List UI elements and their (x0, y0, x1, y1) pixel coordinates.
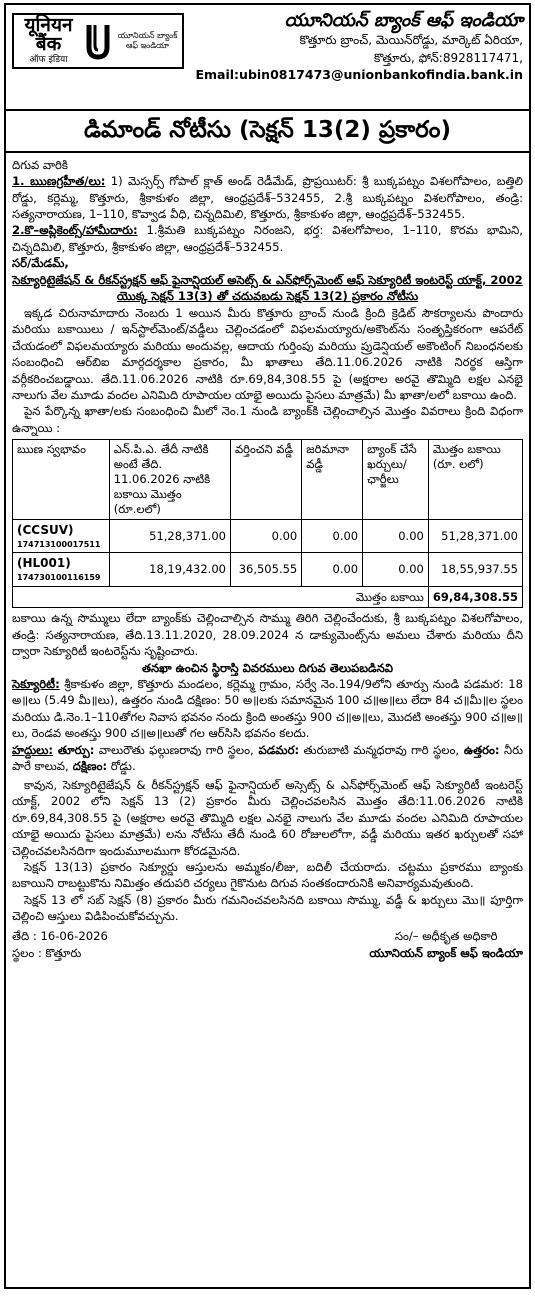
boundaries-paragraph (12, 742, 523, 775)
notice-title: డిమాండ్ నోటీసు (సెక్షన్ 13(2) ప్రకారం) (6, 111, 529, 153)
coapplicant-label: 2.కొ–అప్లికెంట్స్/హామీదారు: (12, 223, 138, 238)
grand-total: 69,84,308.55 (428, 586, 522, 607)
npa-due-cell: 18,19,432.00 (109, 553, 230, 586)
logo-hindi-sub: ऑफ इंडिया (29, 54, 68, 65)
logo-hindi-name: यूनियन बैंक (24, 13, 73, 55)
paragraph-5: సెక్షన్ 13(13) ప్రకారం సెక్యూర్డు ఆస్తులను అమ్మకం/లీజు, బదిలీ చేయరాదు. చట్టము ప్రకారము బ్యాంకు బకాయిని రాబట్టుకొను నిమిత్తం తదుపరి చర్యలు గైకొనుట దిగువ సంతకందారునికి అనివార్యమవుతుంది. (12, 859, 523, 891)
west-text: తురుబాటి మన్మధరావు గారి స్థలం, (299, 742, 460, 757)
union-bank-logo-icon (83, 21, 113, 61)
bank-name: యూనియన్ బ్యాంక్ ఆఫ్ ఇండియా (284, 10, 523, 31)
table-row (13, 553, 523, 586)
column-header: బ్యాంక్ చేసే ఖర్చులు/ ఛార్జీలు (363, 440, 429, 520)
signature-block (369, 928, 523, 962)
date-label: తేది (12, 928, 30, 943)
dues-table-header-row (13, 440, 523, 520)
paragraph-6: సెక్షన్ 13 లో సబ్ సెక్షన్ (8) ప్రకారం మీరు గమనించవలసినది బకాయి సొమ్ము, వడ్డీ & ఖర్చులు మొ॥ పూర్తిగా చెల్లించి ఆస్తులు విడిపించుకోవచ్చును. (12, 892, 523, 924)
paragraph-1: ఇక్కడ చిరునామాదారు నెంబరు 1 అయిన మీరు కొత్తూరు బ్రాంచ్ నుండి క్రింది క్రెడిట్ సౌకర్యాలను పొందారు మరియు బకాయిలు / ఇన్‌స్టాల్‌మెంట్/వడ్డీలు చెల్లించడంలో విఫలమయ్యారు/అకౌంట్‌ను సంతృప్తికరంగా ఆపరేట్ చేయడంలో విఫలమయ్యారు మరియు అందువల్ల, ఆదాయ గుర్తింపు మరియు ప్రుడెన్షియల్ అకౌంటింగ్ నిబంధనలకు సంబంధించి ఆర్‌బిఐ మార్గదర్శకాల ప్రకారం, మీ ఖాతాలు తేది.11.06.2026 నాటికి నిరర్థక ఆస్తిగా వర్గీకరించబడ్డాయి. తేది.11.06.2026 నాటికి రూ.69,84,308.55 పై (అక్షరాల అరవై తొమ్మిది లక్షల ఎనభై నాలుగు వేల మూడు వందల ఎనిమిది రూపాయల యాభై అయిదు పైసలు మాత్రమే) మీ ఖాతా/లలో బకాయి ఉంది. (12, 305, 523, 402)
loan-code: (HL001) (17, 556, 71, 571)
notice-header (6, 5, 529, 111)
signatory-line: సం/– అధీకృత అధికారి (394, 928, 498, 943)
account-number: 174713100017511 (17, 540, 101, 550)
total-due-cell: 51,28,371.00 (428, 520, 522, 553)
north-label: ఉత్తరం: (459, 742, 500, 757)
branch-address-line1: కొత్తూరు బ్రాంచ్, మెయిన్‌రోడ్డు, మార్కెట్ ఏరియా, (299, 33, 523, 48)
unapplied-interest-cell: 0.00 (230, 520, 301, 553)
total-label: మొత్తం బకాయి (13, 586, 429, 607)
loan-type-cell (13, 553, 110, 586)
notice-body (6, 153, 529, 962)
addressee-line: దిగువ వారికి (12, 157, 68, 172)
coapplicant-text: 1.శ్రీమతి బుక్కపట్నం నిరంజని, భర్త: విశలగోపాలం, 1–110, కొరమ భామిని, చిన్నదిమిలి, కొత్తూరు, శ్రీకాకుళం జిల్లా, ఆంధ్రప్రదేశ్–532455. (12, 223, 523, 254)
penal-interest-cell: 0.00 (302, 553, 363, 586)
mortgage-heading: తనఖా ఉంచిన స్థిరాస్తి వివరములు దిగువ తెలుపబడినవి (142, 660, 393, 675)
column-header: జరిమానా వడ్డీ (302, 440, 363, 520)
security-label: సెక్యూరిటీ: (12, 676, 60, 691)
demand-notice-page (4, 3, 531, 1289)
bank-info (184, 5, 529, 109)
paragraph-2: పైన పేర్కొన్న ఖాతా/లకు సంబంధించి మీలో నెం.1 నుండి బ్యాంక్‌కి చెల్లించాల్సిన మొత్తం వివరాలు క్రింది విధంగా ఉన్నాయి : (12, 404, 523, 435)
unapplied-interest-cell: 36,505.55 (230, 553, 301, 586)
logo-telugu-sub: ఆఫ్ ఇండియా (126, 41, 169, 50)
notice-subject: సెక్యూరిటైజేషన్ & రీకన్‌స్ట్రక్షన్ ఆఫ్ ఫైనాన్షియల్ అసెట్స్ & ఎన్‌ఫోర్స్‌మెంట్ ఆఫ్ సెక్యూరిటీ ఇంటరెస్ట్ యాక్ట్, 2002 యొక్క సెక్షన్ 13(3) తో చదువబడు సెక్షన్ 13(2) ప్రకారం నోటీసు (12, 272, 523, 304)
notice-footer (12, 928, 523, 962)
signatory-bank: యూనియన్ బ్యాంక్ ఆఫ్ ఇండియా (369, 945, 523, 960)
date-value: : 16-06-2026 (32, 928, 108, 943)
north-text: నీరు పారే కాలువ, (12, 742, 524, 774)
column-header: వర్తించని వడ్డీ (230, 440, 301, 520)
dues-total-row (13, 586, 523, 607)
security-text: శ్రీకాకుళం జిల్లా, కొత్తూరు మండలం, కర్లెమ్మ గ్రామం, సర్వే నెం.194/9లోని తూర్పు నుండి పడమర: 18 అ॥లు (5.49 మీ॥లు), ఉత్తరం నుండి దక్షిణం: 50 అ॥లకు సమానమైన 100 చ॥అ॥లు లేదా 84 చ॥మీ॥ల స్థలం మరియు డి.నెం.1–110తోగల నివాస భవనం నందు క్రింది అంతస్తు 900 చ॥అ॥లు, మొదటి అంతస్తు 900 చ॥అ॥లు, రెండవ అంతస్తు 900 చ॥అ॥లుతో గల ఆర్‌సిసి భవనం కలదు. (12, 676, 523, 741)
notice-place (12, 945, 108, 962)
table-row (13, 520, 523, 553)
south-label: దక్షిణం: (68, 759, 108, 774)
paragraph-3: బకాయి ఉన్న సొమ్ములు లేదా బ్యాంక్‌కు చెల్లించాల్సిన సొమ్ము తిరిగి చెల్లించేందుకు, శ్రీ బుక్కపట్నం విశలగోపాలం, తండ్రి: సత్యనారాయణ, తేది.13.11.2020, 28.09.2024 న డాక్యుమెంట్స్‌ను అమలు చేశారు మరియు దీని ద్వారా సెక్యూరిటీ ఇంటరెస్ట్‌ను సృష్టించారు. (12, 611, 523, 659)
boundaries-label: హద్దులు: (12, 742, 54, 757)
east-label: తూర్పు: (53, 742, 95, 757)
loan-type-cell (13, 520, 110, 553)
borrowers-text: 1) మెస్సర్స్ గోపాల్ క్లాత్ అండ్ రెడీమేడ్, ప్రొప్రయిటర్: శ్రీ బుక్కపట్నం విశలగోపాలం, బత్తిలి రోడ్డు, కర్లెమ్మ, కొత్తూరు, శ్రీకాకుళం జిల్లా, ఆంధ్రప్రదేశ్–532455, 2.శ్రీ బుక్కపట్నం విశలగోపాలం, తండ్రి: సత్యనారాయణ, 1–110, కొవ్వాడ వీధి, చిన్నదిమిలి, కొత్తూరు, శ్రీకాకుళం జిల్లా, ఆంధ్రప్రదేశ్–532455. (12, 174, 523, 222)
place-label: స్థలం (12, 945, 35, 960)
paragraph-4: కావున, సెక్యూరిటైజేషన్ & రీకన్‌స్ట్రక్షన్ ఆఫ్ ఫైనాన్షియల్ అస్సెట్స్ & ఎన్‌ఫోర్స్‌మెంట్ ఆఫ్ సెక్యూరిటీ ఇంటరెస్ట్ యాక్ట్, 2002 లోని సెక్షన్ 13 (2) ప్రకారం మీరు చెల్లించవలసిన మొత్తం తేది:11.06.2026 నాటికి రూ.69,84,308.55 పై (అక్షరాల అరవై తొమ్మిది లక్షల ఎనభై నాలుగు వేల మూడు వందల ఎనిమిది రూపాయల యాభై అయిదు పైసలు మాత్రమే) లను నోటీసు తేదీ నుండి 60 రోజులలోగా, వడ్డీ మరియు ఇతర ఖర్చులతో సహా చెల్లించవలసినదిగా ఇందుమూలముగా కోరడమైనది. (12, 777, 523, 858)
total-due-cell: 18,55,937.55 (428, 553, 522, 586)
penal-interest-cell: 0.00 (302, 520, 363, 553)
branch-address-line2: కొత్తూరు, ఫోన్:8928117471, (373, 50, 523, 65)
security-paragraph (12, 676, 523, 742)
place-value: : కొత్తూరు (37, 945, 82, 960)
coapplicant-paragraph (12, 222, 523, 255)
south-text: రోడ్డు. (107, 759, 136, 774)
charges-cell: 0.00 (363, 553, 429, 586)
charges-cell: 0.00 (363, 520, 429, 553)
column-header: మొత్తం బకాయి (రూ. లలో) (428, 440, 522, 520)
borrowers-paragraph (12, 173, 523, 222)
salutation: సర్/మేడమ్, (12, 256, 69, 271)
account-number: 174730100116159 (17, 573, 101, 583)
bank-logo (12, 13, 184, 69)
dues-table (12, 439, 523, 608)
npa-due-cell: 51,28,371.00 (109, 520, 230, 553)
column-header: ఋణ స్వభావం (13, 440, 110, 520)
logo-telugu-name: యూనియన్ బ్యాంక్ (117, 31, 178, 41)
loan-code: (CCSUV) (17, 523, 74, 538)
notice-date (12, 928, 108, 945)
west-label: పడమర: (253, 742, 300, 757)
borrowers-label: 1. ఋణగ్రహీత/లు: (12, 174, 106, 189)
east-text: వాలురౌతు ఫల్గుణరావు గారి స్థలం, (94, 742, 254, 757)
branch-email: Email:ubin0817473@unionbankofindia.bank.in (195, 67, 523, 83)
column-header: ఎన్.పి.ఎ. తేదీ నాటికి అంటే తేది. 11.06.2026 నాటికి బకాయి మొత్తం (రూ.లలో) (109, 440, 230, 520)
